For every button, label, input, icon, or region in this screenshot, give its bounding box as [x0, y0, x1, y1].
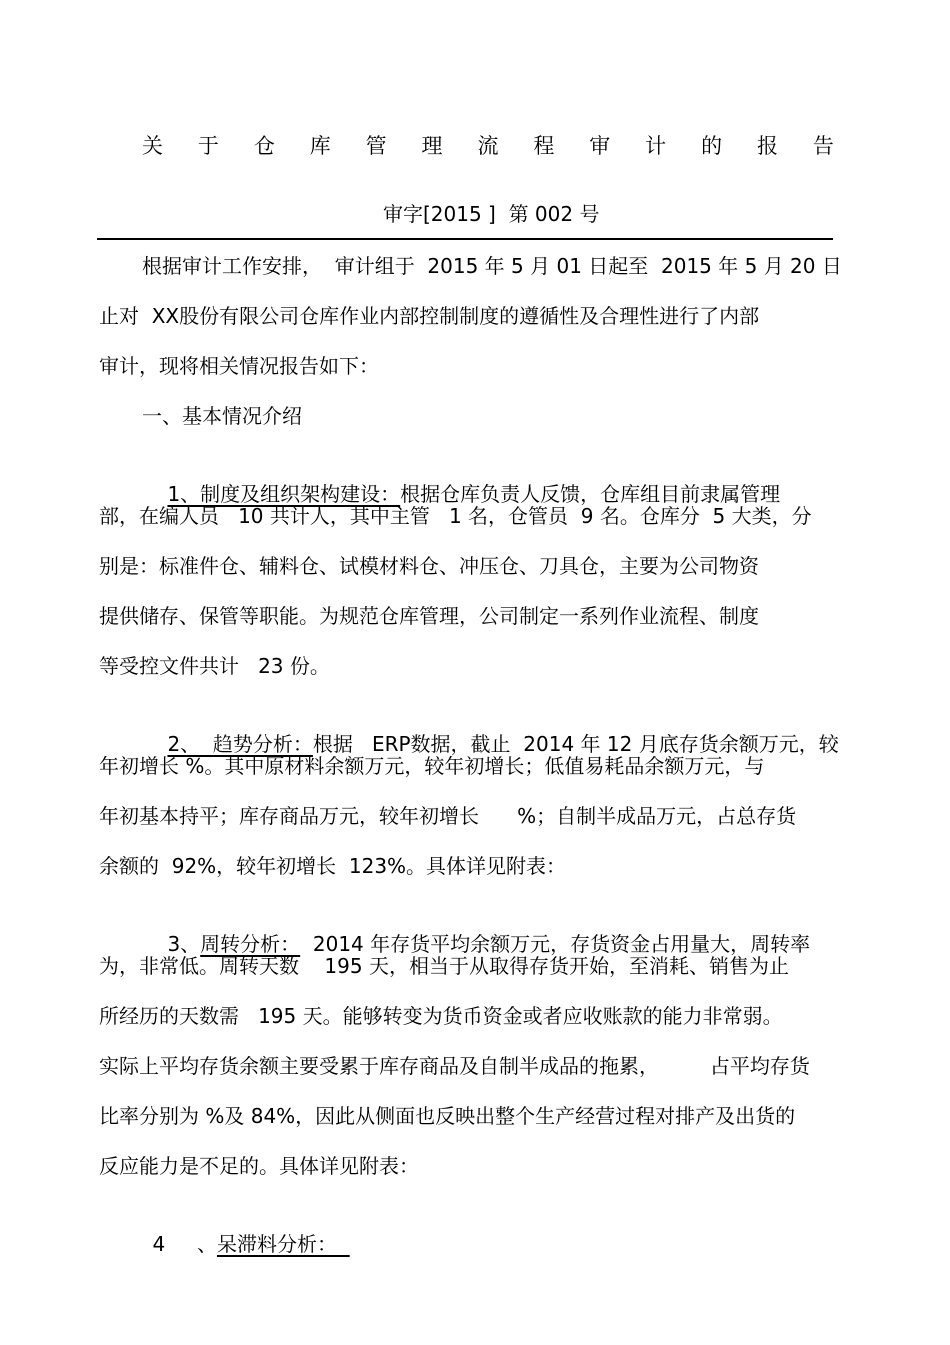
- item-number: 4 、: [152, 1232, 217, 1256]
- title-char: 管: [365, 134, 387, 158]
- title-char: 审: [589, 134, 611, 158]
- title-char: 于: [197, 134, 219, 158]
- subheading-trend: 2、 趋势分析：: [167, 732, 313, 756]
- body-line: 为，非常低。周转天数 195 天，相当于从取得存货开始，至消耗、销售为止: [99, 954, 789, 978]
- body-text: 2014 年存货平均余额万元，存货资金占用量大，周转率: [300, 932, 811, 956]
- body-line: 余额的 92%，较年初增长 123%。具体详见附表：: [99, 854, 567, 878]
- body-line: 年初增长 %。其中原材料余额万元，较年初增长；低值易耗品余额万元，与: [99, 754, 765, 778]
- body-line: 提供储存、保管等职能。为规范仓库管理，公司制定一系列作业流程、制度: [99, 604, 759, 628]
- title-char: 程: [533, 134, 555, 158]
- title-char: 理: [421, 134, 443, 158]
- body-line: 部，在编人员 10 共计人，其中主管 1 名，仓管员 9 名。仓库分 5 大类，分: [99, 504, 812, 528]
- body-line: 根据审计工作安排， 审计组于 2015 年 5 月 01 日起至 2015 年 5 月 20 日: [142, 254, 842, 278]
- body-line: [127, 1202, 350, 1286]
- body-line: 别是：标准件仓、辅料仓、试模材料仓、冲压仓、刀具仓，主要为公司物资: [99, 554, 759, 578]
- body-line: 反应能力是不足的。具体详见附表：: [99, 1154, 419, 1178]
- title-char: 仓: [253, 134, 275, 158]
- body-text: 根据仓库负责人反馈，仓库组目前隶属管理: [400, 482, 781, 506]
- title-char: 的: [701, 134, 723, 158]
- subheading-organization: 1、制度及组织架构建设：: [167, 482, 401, 506]
- title-char: 报: [756, 134, 778, 158]
- body-line: 年初基本持平；库存商品万元，较年初增长 %；自制半成品万元，占总存货: [99, 804, 797, 828]
- section-heading: 一、基本情况介绍: [142, 404, 302, 428]
- body-line: 等受控文件共计 23 份。: [99, 654, 330, 678]
- body-line: 所经历的天数需 195 天。能够转变为货币资金或者应收账款的能力非常弱。: [99, 1004, 783, 1028]
- title-char: 流: [477, 134, 499, 158]
- header-divider: [97, 238, 833, 240]
- report-title: [142, 128, 834, 162]
- body-text: 根据 ERP数据，截止 2014 年 12 月底存货余额万元，较: [312, 732, 839, 756]
- body-line: 实际上平均存货余额主要受累于库存商品及自制半成品的拖累， 占平均存货: [99, 1054, 810, 1078]
- item-number: 3、: [167, 932, 201, 956]
- subheading-turnover: 周转分析：: [200, 932, 301, 956]
- body-line: 止对 XX股份有限公司仓库作业内部控制制度的遵循性及合理性进行了内部: [99, 304, 760, 328]
- body-line: 审计，现将相关情况报告如下：: [99, 354, 379, 378]
- title-char: 计: [645, 134, 667, 158]
- body-line: 比率分别为 %及 84%，因此从侧面也反映出整个生产经营过程对排产及出货的: [99, 1104, 796, 1128]
- title-char: 库: [309, 134, 331, 158]
- subheading-obsolete-stock: 呆滞料分析：: [216, 1232, 350, 1256]
- document-number: 审字[2015 ] 第 002 号: [383, 202, 600, 226]
- title-char: 告: [812, 134, 834, 158]
- title-char: 关: [142, 134, 163, 158]
